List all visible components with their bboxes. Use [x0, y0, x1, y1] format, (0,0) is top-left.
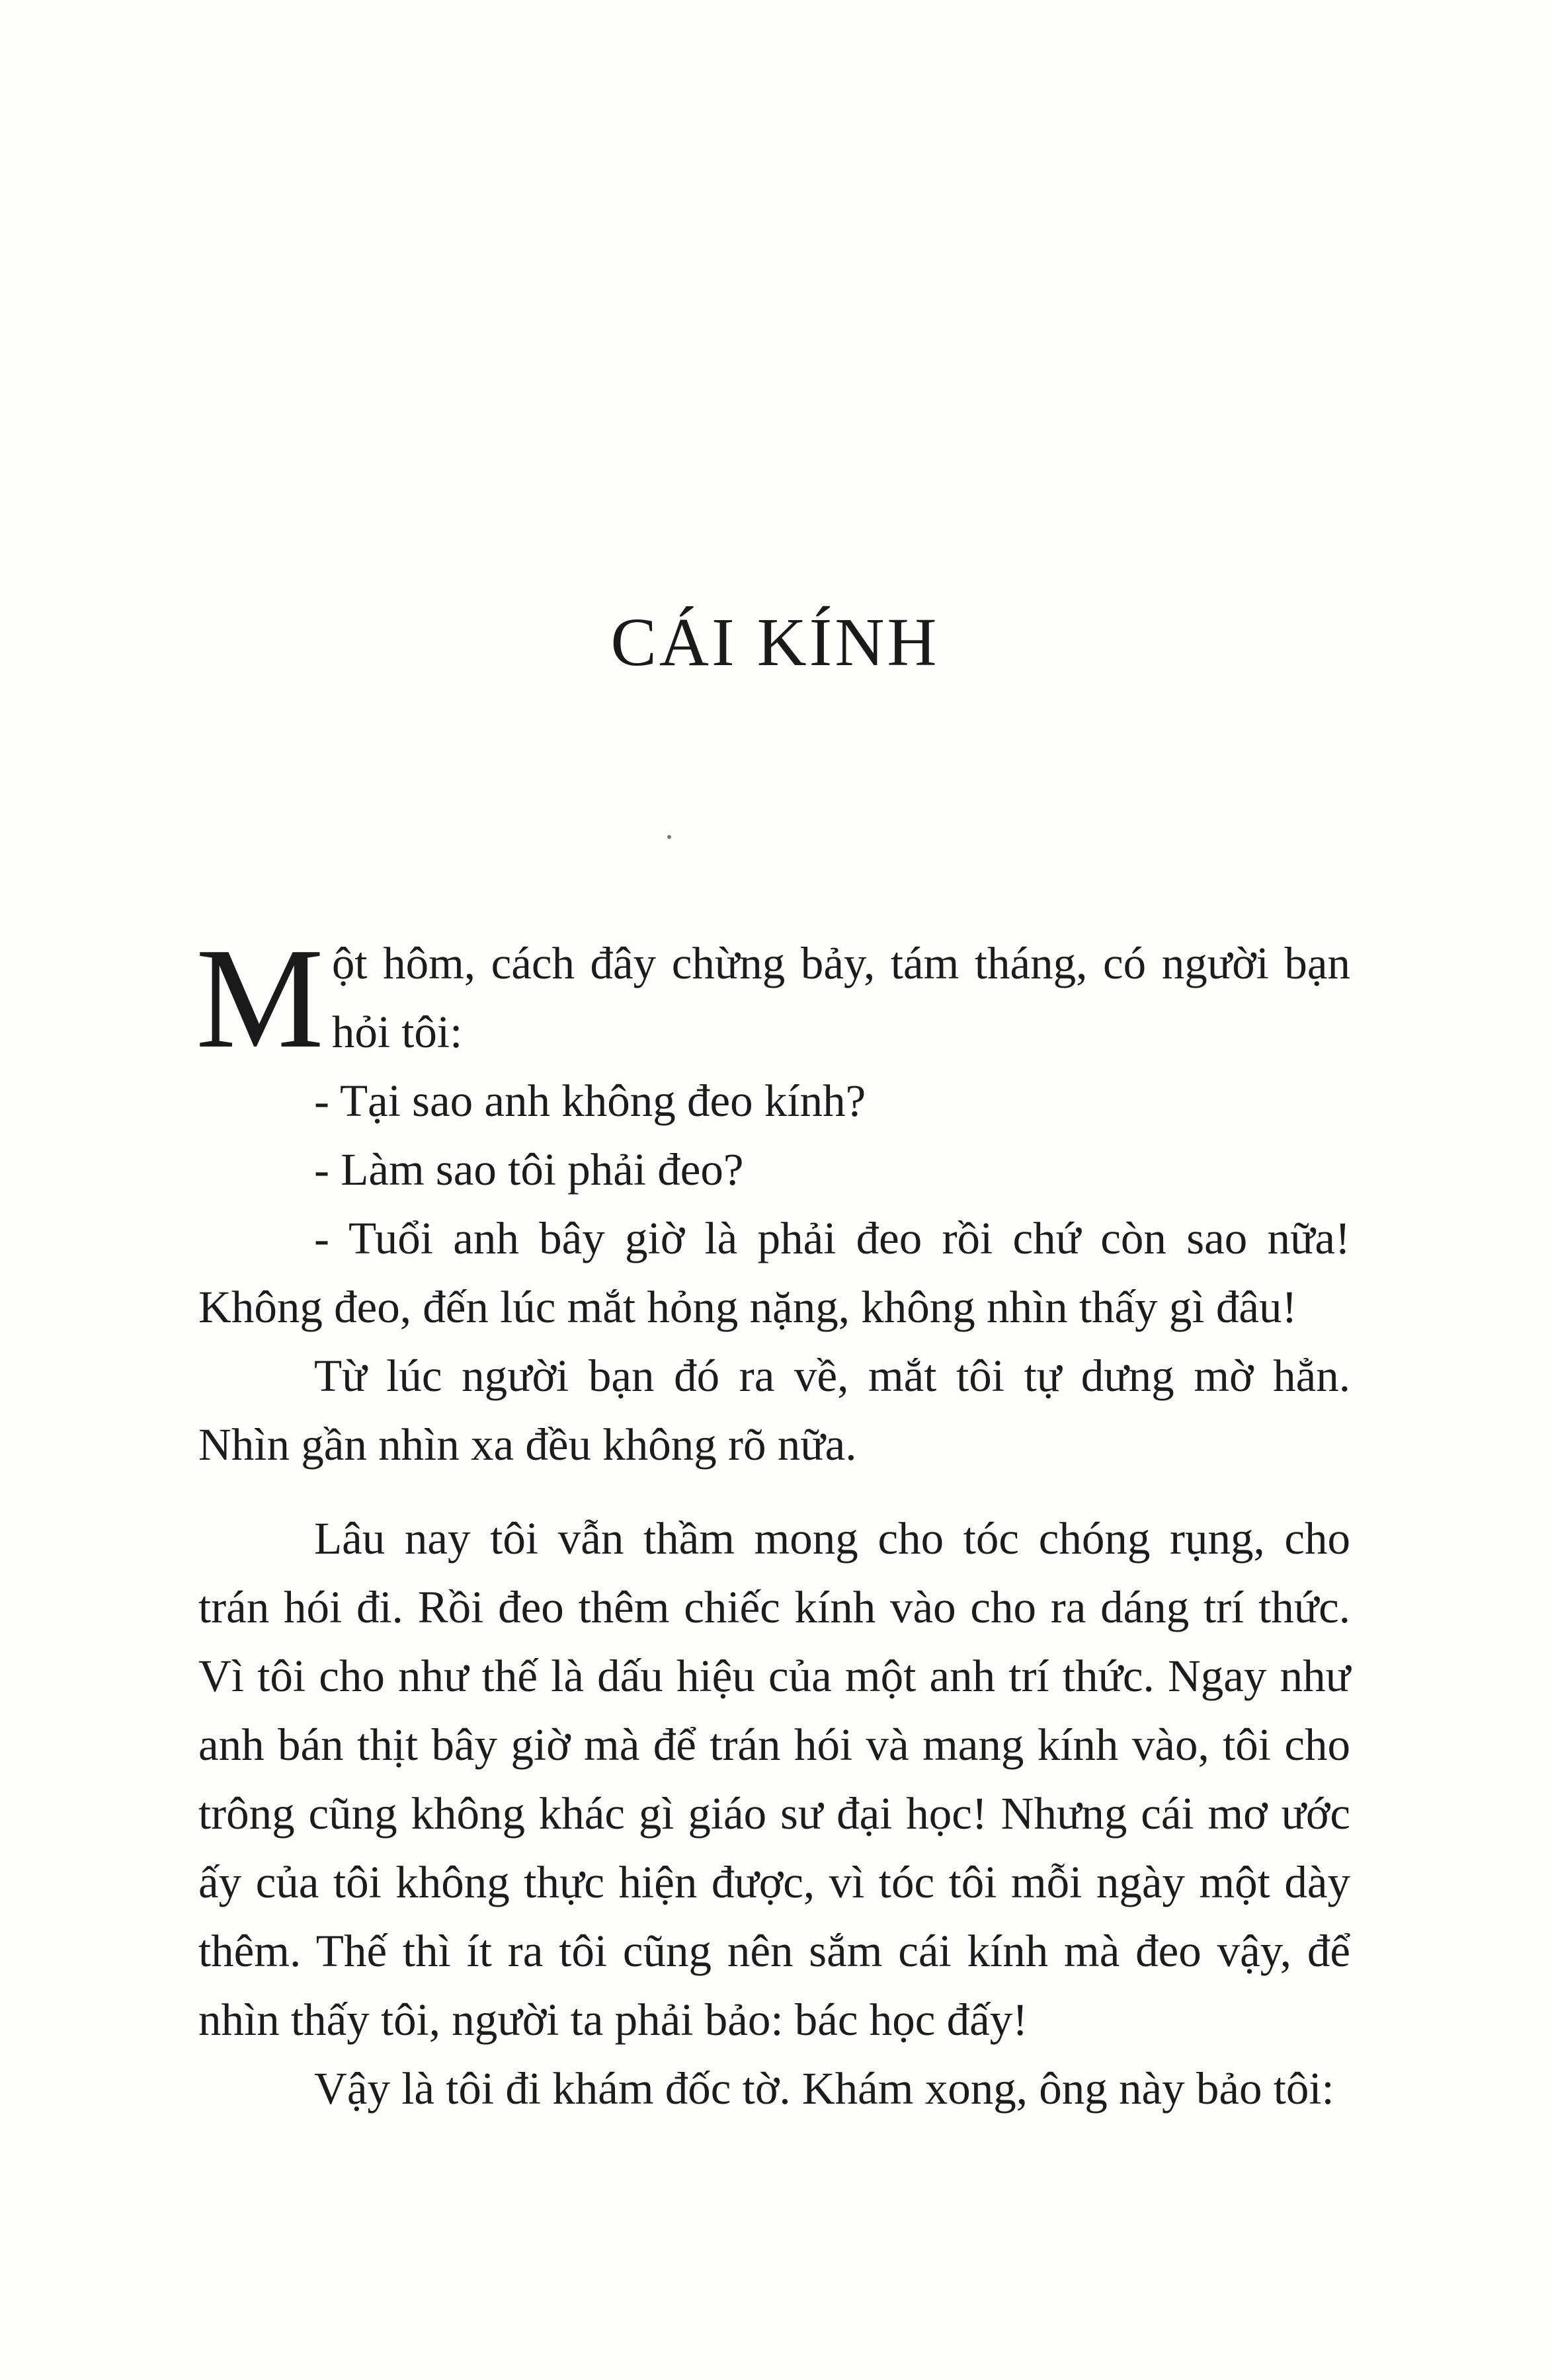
- opening-text: ột hôm, cách đây chừng bảy, tám tháng, có người bạn hỏi tôi:: [331, 938, 1350, 1057]
- body-paragraph: Vậy là tôi đi khám đốc tờ. Khám xong, ông này bảo tôi:: [314, 2063, 1334, 2114]
- dialogue-line: - Tuổi anh bây giờ là phải đeo rồi chứ còn sao nữa! Không đeo, đến lúc mắt hỏng nặng, không nhìn thấy gì đâu!: [198, 1213, 1350, 1332]
- body-paragraph: Lâu nay tôi vẫn thầm mong cho tóc chóng rụng, cho trán hói đi. Rồi đeo thêm chiếc kính vào cho ra dáng trí thức. Vì tôi cho như thế là dấu hiệu của một anh trí thức. Ngay như anh bán thịt bây giờ mà để trán hói và mang kính vào, tôi cho trông cũng không khác gì giáo sư đại học! Nhưng cái mơ ước ấy của tôi không thực hiện được, vì tóc tôi mỗi ngày một dày thêm. Thế thì ít ra tôi cũng nên sắm cái kính mà đeo vậy, để nhìn thấy tôi, người ta phải bảo: bác học đấy!: [198, 1513, 1350, 2045]
- drop-cap: M: [196, 919, 324, 1078]
- opening-paragraph: [196, 919, 1350, 1078]
- dialogue-line: - Làm sao tôi phải đeo?: [314, 1144, 744, 1195]
- chapter-body: [196, 919, 1350, 2123]
- body-paragraph: Từ lúc người bạn đó ra về, mắt tôi tự dưng mờ hẳn. Nhìn gần nhìn xa đều không rõ nữa.: [198, 1351, 1350, 1470]
- chapter-title: CÁI KÍNH: [610, 604, 940, 680]
- ink-speck: [667, 835, 671, 839]
- dialogue-line: - Tại sao anh không đeo kính?: [314, 1076, 866, 1126]
